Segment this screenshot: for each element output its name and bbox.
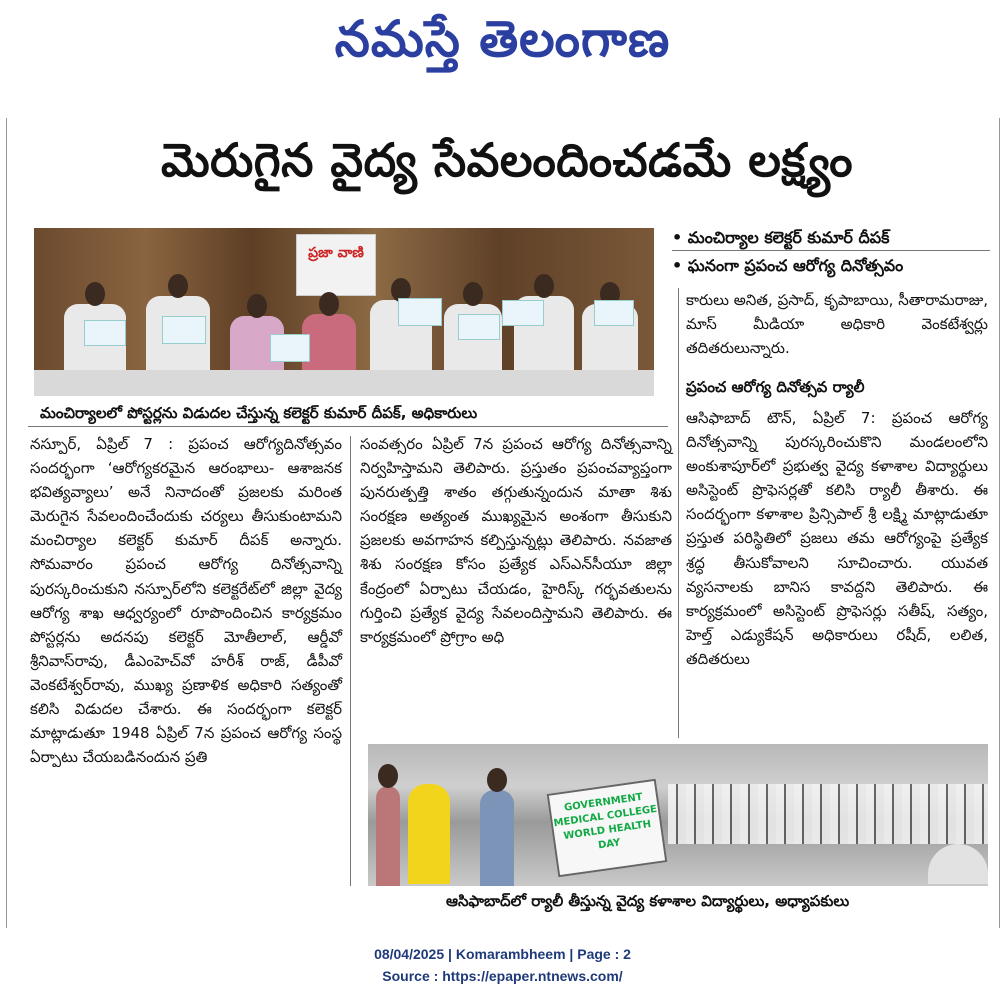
health-poster: [458, 314, 500, 340]
column-divider: [678, 288, 679, 738]
person-figure: [376, 786, 400, 886]
person-figure: [480, 790, 514, 886]
health-poster: [398, 298, 442, 326]
health-poster: [84, 320, 126, 346]
article-column-2: సంవత్సరం ఏప్రిల్ 7న ప్రపంచ ఆరోగ్య దినోత్సవాన్ని నిర్వహిస్తామని తెలిపారు. ప్రస్తుతం ప్రపంచవ్యాప్తంగా పునరుత్పత్తి శాతం తగ్గుతున్నందున మాతా శిశు సంరక్షణ అత్యంత ముఖ్యమైన అంశంగా తీసుకుని ప్రజలకు అవగాహన కల్పిస్తున్నట్లు తెలిపారు. నవజాత శిశు సంరక్షణ కోసం ప్రత్యేక ఎస్‌ఎన్‌సీయూ జిల్లా కేంద్రంలో ఏర్పాటు చేయడం, హైరిస్క్ గర్భవతులను గుర్తించి ప్రత్యేక వైద్య సేవలందిస్తామని తెలిపారు. ఈ కార్యక్రమంలో ప్రోగ్రాం అధి: [360, 435, 672, 646]
highlight-item: • ఘనంగా ప్రపంచ ఆరోగ్య దినోత్సవం: [672, 256, 904, 275]
photo-health-rally: [368, 744, 988, 886]
highlight-item: • మంచిర్యాల కలెక్టర్ కుమార్ దీపక్: [672, 228, 890, 247]
masthead-logo: నమస్తే తెలంగాణ: [334, 10, 671, 68]
rally-banner: GOVERNMENT MEDICAL COLLEGE WORLD HEALTH DAY: [547, 779, 668, 877]
footer-edition-info: 08/04/2025 | Komarambheem | Page : 2: [374, 946, 631, 962]
photo-collector-posters: [34, 228, 654, 396]
highlight-divider: [672, 250, 990, 251]
student-crowd: [668, 784, 988, 844]
rally-subheading: ప్రపంచ ఆరోగ్య దినోత్సవ ర్యాలీ: [686, 378, 865, 396]
health-poster: [594, 300, 634, 326]
person-figure: [408, 784, 450, 884]
health-poster: [502, 300, 544, 326]
photo1-caption: మంచిర్యాలలో పోస్టర్లను విడుదల చేస్తున్న కలెక్టర్ కుమార్ దీపక్, అధికారులు: [40, 404, 478, 422]
footer-source: Source : https://epaper.ntnews.com/: [382, 968, 623, 984]
photo2-caption: ఆసిఫాబాద్‌లో ర్యాలీ తీస్తున్న వైద్య కళాశాల విద్యార్థులు, అధ్యాపకులు: [446, 892, 850, 910]
caption-divider: [28, 426, 668, 427]
praja-vani-banner: ప్రజా వాణి: [296, 234, 376, 296]
column-divider: [350, 436, 351, 886]
roundabout: [928, 844, 988, 884]
health-poster: [270, 334, 310, 362]
conference-table: [34, 370, 654, 396]
health-poster: [162, 316, 206, 344]
article-column-3-body: ఆసిఫాబాద్ టౌన్, ఏప్రిల్ 7: ప్రపంచ ఆరోగ్య దినోత్సవాన్ని పురస్కరించుకొని మండలంలోని అంకుశాపూర్‌లో ప్రభుత్వ వైద్య కళాశాల విద్యార్థులు అసిస్టెంట్ ప్రొఫెసర్లతో కలిసి ర్యాలీ తీశారు. ఈ సందర్భంగా కళాశాల ప్రిన్సిపాల్ శ్రీ లక్ష్మి మాట్లాడుతూ ప్రస్తుత పరిస్థితిలో ప్రజలు తమ ఆరోగ్యంపై ప్రత్యేక శ్రద్ధ తీసుకోవాలని సూచించారు. యువత వ్యసనాలకు బానిస కావద్దని తెలిపారు. ఈ కార్యక్రమంలో అసిస్టెంట్ ప్రొఫెసర్లు సతీష్, సత్యం, హెల్త్ ఎడ్యుకేషన్ అధికారులు రషీద్, లలిత, తదితరులు: [686, 409, 988, 668]
article-column-3-top: కారులు అనిత, ప్రసాద్, కృపాబాయి, సీతారామరాజు, మాస్ మీడియా అధికారి వెంకటేశ్వర్లు తదితరులున్నారు.: [686, 291, 988, 358]
article-headline: మెరుగైన వైద్య సేవలందించడమే లక్ష్యం: [160, 133, 854, 187]
article-column-1: నస్పూర్, ఏప్రిల్ 7 : ప్రపంచ ఆరోగ్యదినోత్సవం సందర్భంగా ‘ఆరోగ్యకరమైన ఆరంభాలు- ఆశాజనక భవిత్యవ్యాలు’ అనే నినాదంతో ప్రజలకు మరింత మెరుగైన సేవలందించేందుకు చర్యలు తీసుకుంటామని మంచిర్యాల కలెక్టర్ కుమార్ దీపక్ అన్నారు. సోమవారం ప్రపంచ ఆరోగ్య దినోత్సవాన్ని పురస్కరించుకుని నస్పూర్‌లోని కలెక్టరేట్‌లో జిల్లా వైద్య ఆరోగ్య శాఖ ఆధ్వర్యంలో రూపొందించిన కార్యక్రమం పోస్టర్లను అదనపు కలెక్టర్ మోతీలాల్, ఆర్డీవో శ్రీనివాస్‌రావు, డీఎంహెచ్‌వో హరీశ్ రాజ్, డీపీవో వెంకటేశ్వర్‌రావు, ముఖ్య ప్రణాళిక అధికారి సత్యంతో కలిసి విడుదల చేశారు. ఈ సందర్భంగా కలెక్టర్ మాట్లాడుతూ 1948 ఏప్రిల్ 7న ప్రపంచ ఆరోగ్య సంస్థ ఏర్పాటు చేయబడినందున ప్రతి: [30, 435, 342, 767]
